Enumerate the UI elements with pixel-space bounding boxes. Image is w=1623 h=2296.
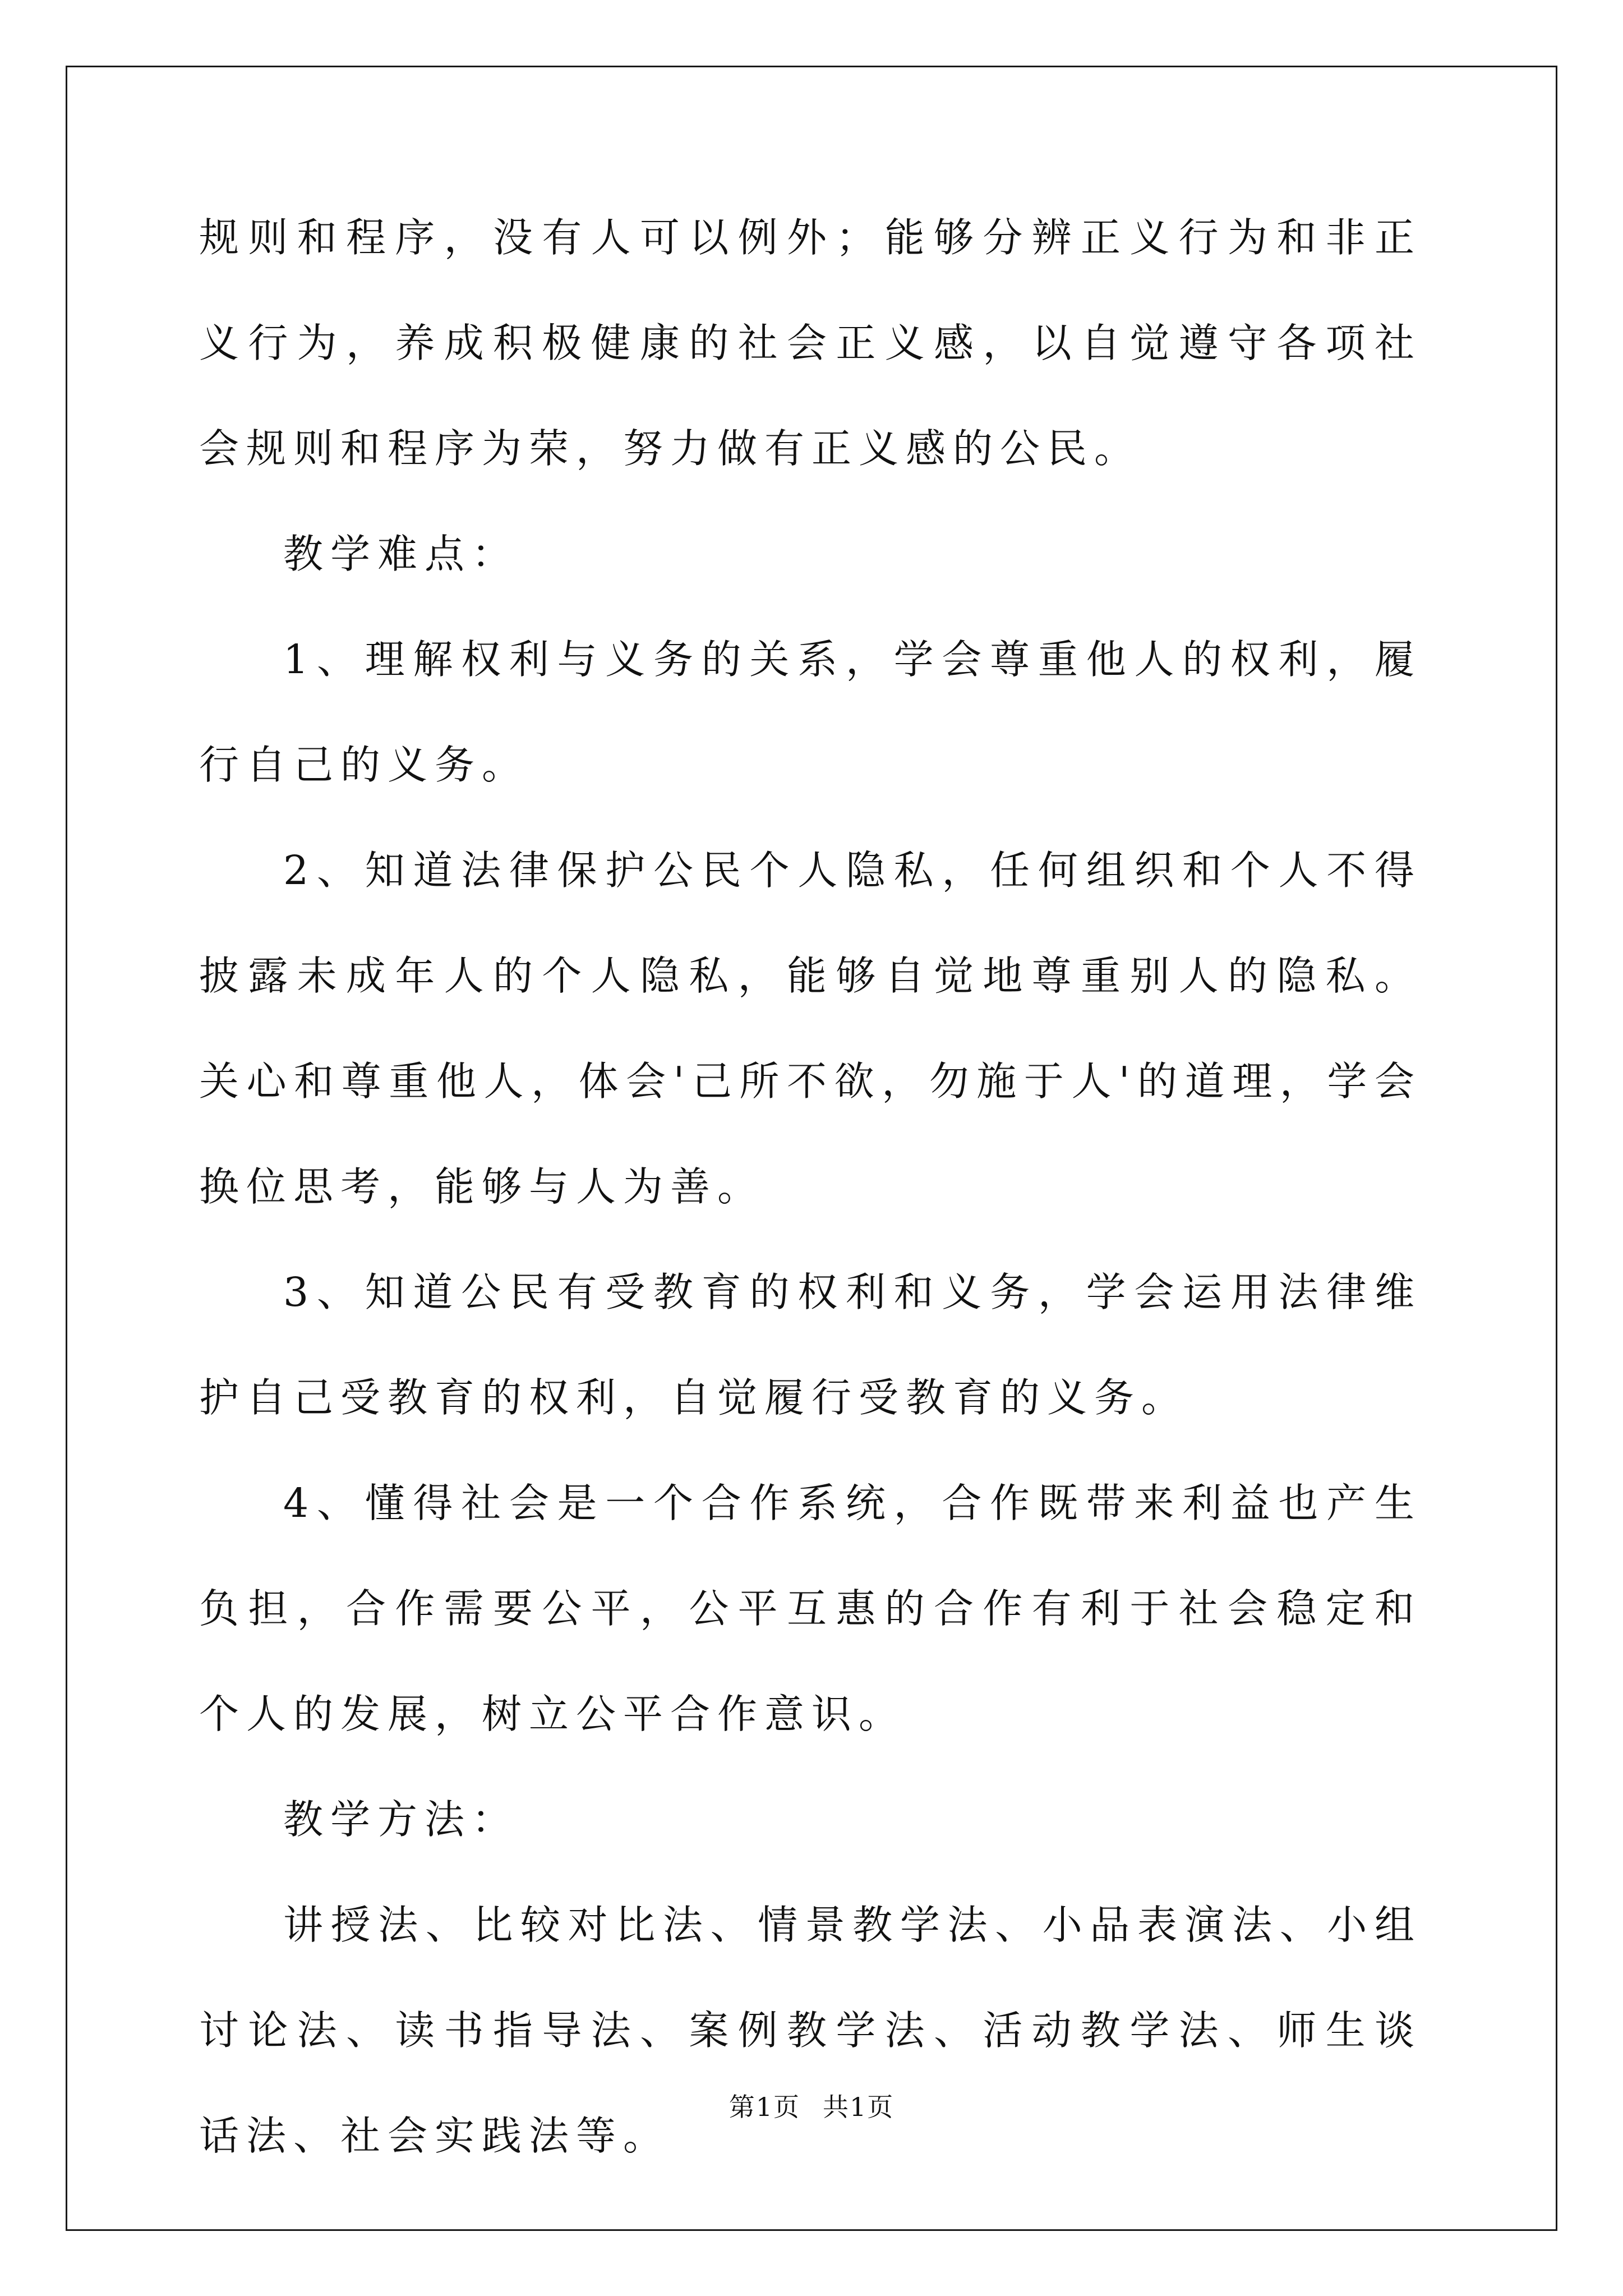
list-item-education: 3、知道公民有受教育的权利和义务，学会运用法律维护自己受教育的权利，自觉履行受教育的义务。: [199, 1269, 1422, 1421]
paragraph-rules-continued: 规则和程序，没有人可以例外；能够分辨正义行为和非正义行为，养成积极健康的社会正义感，以自觉遵守各项社会规则和程序为荣，努力做有正义感的公民。: [199, 214, 1422, 472]
page-number: 第1页: [728, 2092, 800, 2122]
page-footer: [0, 2087, 1623, 2124]
heading-teaching-methods: 教学方法：: [283, 1796, 519, 1843]
page-total: 共1页: [823, 2092, 895, 2122]
list-item-cooperation: 4、懂得社会是一个合作系统，合作既带来利益也产生负担，合作需要公平，公平互惠的合作有利于社会稳定和个人的发展，树立公平合作意识。: [199, 1480, 1422, 1737]
list-item-privacy: 2、知道法律保护公民个人隐私，任何组织和个人不得披露未成年人的个人隐私，能够自觉地尊重别人的隐私。关心和尊重他人，体会'己所不欲，勿施于人'的道理，学会换位思考，能够与人为善。: [199, 847, 1422, 1210]
heading-teaching-difficulties: 教学难点：: [283, 531, 519, 577]
paragraph-methods-list: 讲授法、比较对比法、情景教学法、小品表演法、小组讨论法、读书指导法、案例教学法、活动教学法、师生谈话法、社会实践法等。: [199, 1902, 1422, 2159]
document-body: [199, 185, 1422, 2189]
list-item-rights-duties: 1、理解权利与义务的关系，学会尊重他人的权利，履行自己的义务。: [199, 636, 1422, 788]
